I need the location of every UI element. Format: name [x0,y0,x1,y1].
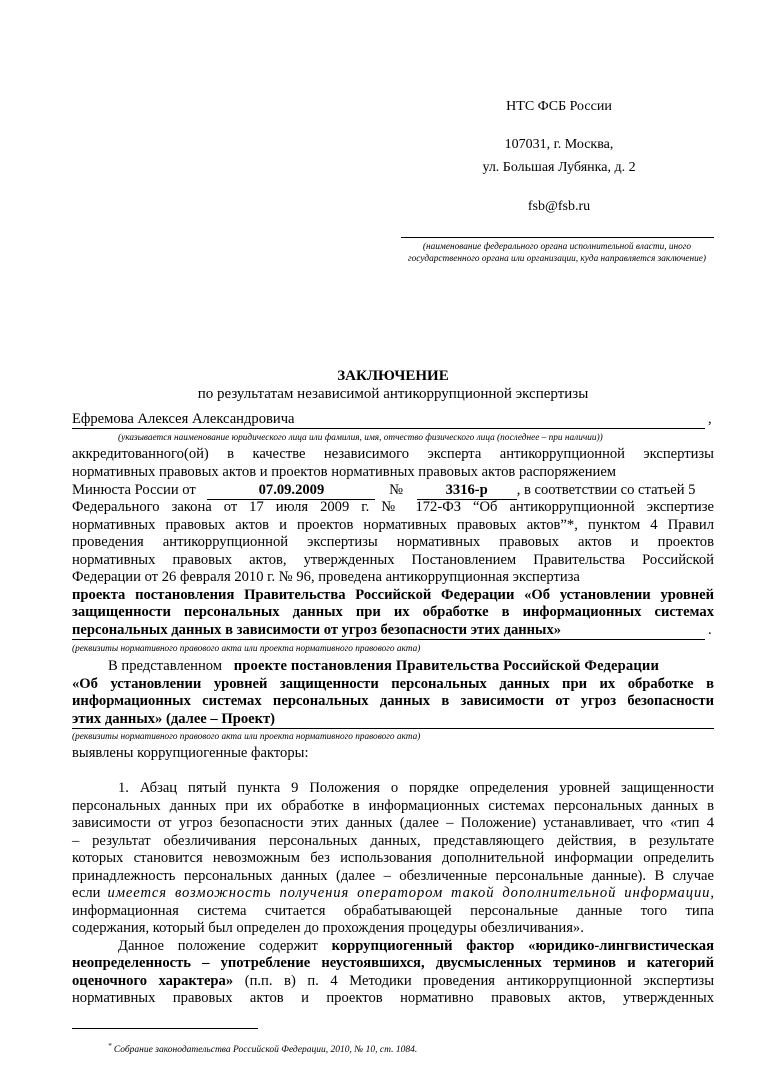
conclusion-line-3-suffix: (п.п. в) п. 4 Методики проведения антикоррупционной экспертизы [244,973,714,989]
footnote-separator [72,1028,258,1029]
project-caption: (реквизиты нормативного правового акта или проекта нормативного правового акта) [72,644,421,654]
addressee-email: fsb@fsb.ru [527,199,591,214]
accreditation-line-4: Федерального закона от 17 июля 2009 г. № 172-ФЗ “Об антикоррупционной экспертизе [72,499,714,515]
project-line-3: персональных данных в зависимости от угроз безопасности этих данных» [72,622,562,638]
accreditation-line-8: Федерации от 26 февраля 2010 г. № 96, проведена антикоррупционная экспертиза [72,569,580,585]
factor1-line-8: информационная система считается обрабатывающей персональные данные того типа [72,903,714,919]
conclusion-line-3 [72,973,714,990]
accreditation-line-2: нормативных правовых актов и проектов нормативных правовых актов распоряжением [72,464,617,480]
factor1-line-9: содержания, который был определен до прохождения процедуры обезличивания». [72,920,584,936]
conclusion-prefix: Данное положение содержит [118,938,318,954]
factor1-line-7-prefix: если [72,885,101,901]
footnote [108,1042,417,1055]
presented-line-1 [72,658,714,675]
found-factors: выявлены коррупциогенные факторы: [72,745,309,761]
footnote-mark: * [108,1042,112,1050]
presented-bold-1: проекте постановления Правительства Российской Федерации [233,658,660,674]
presented-underline [72,728,714,729]
conclusion-bold-1: коррупциогенный фактор «юридико-лингвистическая [331,938,715,954]
factor1-line-7-italic: имеется возможность получения оператором такой дополнительной информации [107,885,711,901]
accreditation-line-6: проведения антикоррупционной экспертизы нормативных правовых актов и проектов [72,534,714,550]
expert-underline [72,428,705,429]
conclusion-line-1 [118,938,714,955]
addressee-underline [401,237,714,238]
presented-line-3: информационных системах персональных данных в зависимости от угроз безопасности [72,693,714,709]
factor1-line-7-suffix: , [710,885,714,901]
accreditation-line-5: нормативных правовых актов и проектов нормативных правовых актов”*, пунктом 4 Правил [72,517,714,533]
factor1-line-1: 1. Абзац пятый пункта 9 Положения о порядке определения уровней защищенности [118,780,714,796]
expert-caption: (указывается наименование юридического лица или фамилия, имя, отчество физического лица (последнее – при наличии)) [118,433,603,443]
accreditation-line-3-prefix: Минюста России от [72,482,196,498]
factor1-line-3: зависимости от угроз безопасности этих данных (далее – Положение) устанавливает, что «тип 4 [72,815,714,831]
accreditation-line-3 [72,482,714,500]
factor1-line-6: принадлежность персональных данных (далее – обезличенные персональные данные). В случае [72,868,714,884]
project-line-1: проекта постановления Правительства Российской Федерации «Об установлении уровней [72,587,714,603]
factor1-line-5: которых становится невозможным без использования дополнительной информации определить [72,850,714,866]
expert-comma: , [708,411,712,427]
presented-line-2: «Об установлении уровней защищенности персональных данных при их обработке в [72,676,714,692]
footnote-text: Собрание законодательства Российской Федерации, 2010, № 10, ст. 1084. [113,1045,418,1056]
accreditation-line-1: аккредитованного(ой) в качестве независимого эксперта антикоррупционной экспертизы [72,446,714,462]
addressee-caption: (наименование федерального органа исполнительной власти, иного государственного органа или организации, куда направляется заключение) [407,242,707,264]
conclusion-line-2: неопределенность – употребление неустоявшихся, двусмысленных терминов и категорий [72,955,714,971]
factor1-line-7 [72,885,714,902]
document-title: ЗАКЛЮЧЕНИЕ [337,368,449,384]
project-line-3-end: . [708,622,712,638]
document-subtitle: по результатам независимой антикоррупционной экспертизы [197,386,589,402]
expert-name: Ефремова Алексея Александровича [72,411,295,427]
addressee-org: НТС ФСБ России [506,99,612,114]
expert-line [72,411,714,428]
order-number: 3316-р [417,482,517,500]
presented-prefix: В представленном [108,658,223,674]
conclusion-bold-3: оценочного характера» [72,973,234,989]
factor1-line-4: – результат обезличивания персональных данных, представляющего действия, в результате [72,833,714,849]
factor1-line-2: персональных данных при их обработке в информационных системах персональных данных в [72,798,714,814]
addressee-street: ул. Большая Лубянка, д. 2 [482,160,636,175]
conclusion-line-4: нормативных правовых актов и проектов нормативно правовых актов, утвержденных [72,990,714,1006]
presented-caption: (реквизиты нормативного правового акта или проекта нормативного правового акта) [72,732,421,742]
accreditation-line-3-suffix: , в соответствии со статьей 5 [516,482,696,498]
presented-line-4: этих данных» (далее – Проект) [72,711,276,727]
accreditation-line-7: нормативных правовых актов, утвержденных Постановлением Правительства Российской [72,552,714,568]
order-date: 07.09.2009 [207,482,375,500]
addressee-zip-city: 107031, г. Москва, [504,137,614,152]
project-line-2: защищенности персональных данных при их обработке в информационных системах [72,604,714,620]
project-underline [72,639,705,640]
order-number-sign: № [389,482,404,498]
